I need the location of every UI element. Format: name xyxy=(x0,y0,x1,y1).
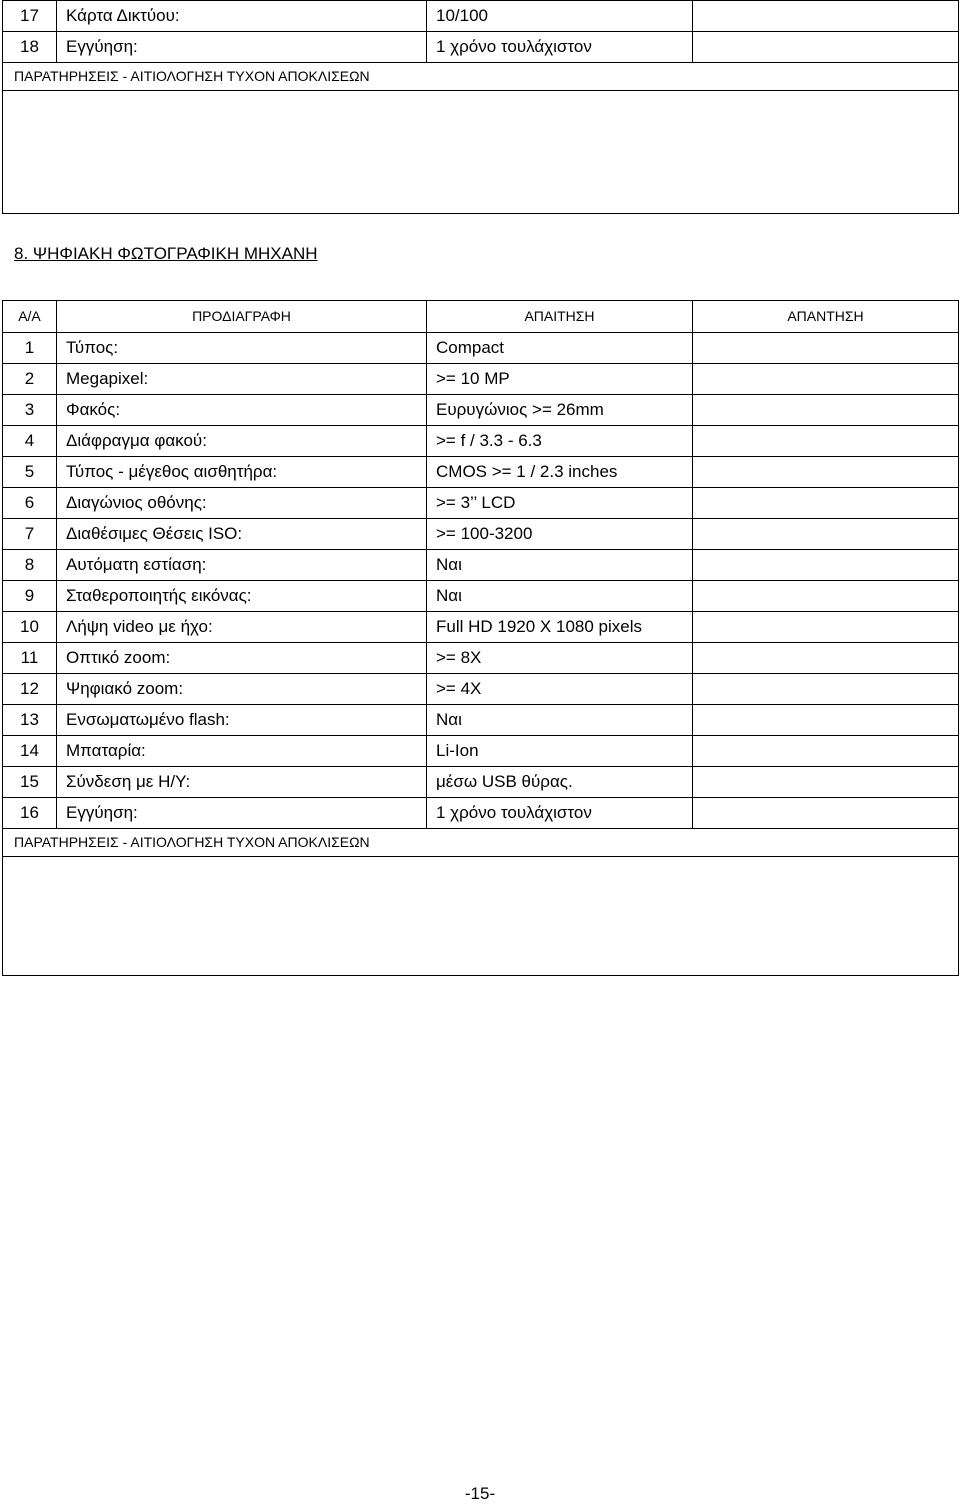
answer-cell[interactable] xyxy=(693,643,959,674)
header-spec: ΠΡΟΔΙΑΓΡΑΦΗ xyxy=(57,301,427,333)
answer-cell[interactable] xyxy=(693,612,959,643)
row-number: 5 xyxy=(3,457,57,488)
requirement-cell: μέσω USB θύρας. xyxy=(427,767,693,798)
table-row xyxy=(3,364,959,395)
row-number: 17 xyxy=(3,1,57,32)
spec-cell: Τύπος: xyxy=(57,333,427,364)
row-number: 7 xyxy=(3,519,57,550)
answer-cell[interactable] xyxy=(693,1,959,32)
row-number: 16 xyxy=(3,798,57,829)
top-table-body xyxy=(3,1,959,63)
requirement-cell: 1 χρόνο τουλάχιστον xyxy=(427,32,693,63)
table-row xyxy=(3,333,959,364)
table-row xyxy=(3,488,959,519)
header-answer: ΑΠΑΝΤΗΣΗ xyxy=(693,301,959,333)
requirement-cell: 10/100 xyxy=(427,1,693,32)
answer-cell[interactable] xyxy=(693,767,959,798)
row-number: 8 xyxy=(3,550,57,581)
table-row xyxy=(3,581,959,612)
camera-table-body xyxy=(3,333,959,829)
spec-cell: Διάφραγμα φακού: xyxy=(57,426,427,457)
remarks-label: ΠΑΡΑΤΗΡΗΣΕΙΣ - ΑΙΤΙΟΛΟΓΗΣΗ ΤΥΧΟΝ ΑΠΟΚΛΙΣΕΩΝ xyxy=(3,63,959,91)
requirement-cell: Full HD 1920 X 1080 pixels xyxy=(427,612,693,643)
requirement-cell: Ναι xyxy=(427,705,693,736)
spec-cell: Λήψη video με ήχο: xyxy=(57,612,427,643)
answer-cell[interactable] xyxy=(693,519,959,550)
spec-cell: Κάρτα Δικτύου: xyxy=(57,1,427,32)
row-number: 6 xyxy=(3,488,57,519)
row-number: 4 xyxy=(3,426,57,457)
requirement-cell: >= 100-3200 xyxy=(427,519,693,550)
answer-cell[interactable] xyxy=(693,736,959,767)
section-title: 8. ΨΗΦΙΑΚΗ ΦΩΤΟΓΡΑΦΙΚΗ ΜΗΧΑΝΗ xyxy=(14,244,318,263)
spec-cell: Οπτικό zoom: xyxy=(57,643,427,674)
table-row xyxy=(3,736,959,767)
row-number: 9 xyxy=(3,581,57,612)
row-number: 10 xyxy=(3,612,57,643)
row-number: 2 xyxy=(3,364,57,395)
answer-cell[interactable] xyxy=(693,550,959,581)
spec-cell: Μπαταρία: xyxy=(57,736,427,767)
table-header-row xyxy=(3,301,959,333)
spec-cell: Φακός: xyxy=(57,395,427,426)
table-row xyxy=(3,32,959,63)
spec-cell: Εγγύηση: xyxy=(57,32,427,63)
requirement-cell: Li-Ion xyxy=(427,736,693,767)
table-row xyxy=(3,519,959,550)
page-number: -15- xyxy=(464,1484,496,1503)
row-number: 18 xyxy=(3,32,57,63)
spec-cell: Megapixel: xyxy=(57,364,427,395)
spec-cell: Τύπος - μέγεθος αισθητήρα: xyxy=(57,457,427,488)
spec-cell: Διαθέσιμες Θέσεις ISO: xyxy=(57,519,427,550)
network-card-spec-table xyxy=(2,0,959,214)
requirement-cell: >= 3’’ LCD xyxy=(427,488,693,519)
table-row xyxy=(3,457,959,488)
requirement-cell: Ναι xyxy=(427,550,693,581)
spec-cell: Εγγύηση: xyxy=(57,798,427,829)
camera-spec-table xyxy=(2,300,959,976)
answer-cell[interactable] xyxy=(693,457,959,488)
row-number: 15 xyxy=(3,767,57,798)
answer-cell[interactable] xyxy=(693,581,959,612)
requirement-cell: Compact xyxy=(427,333,693,364)
row-number: 12 xyxy=(3,674,57,705)
spec-cell: Ενσωματωμένο flash: xyxy=(57,705,427,736)
row-number: 11 xyxy=(3,643,57,674)
table-row xyxy=(3,705,959,736)
remarks-label: ΠΑΡΑΤΗΡΗΣΕΙΣ - ΑΙΤΙΟΛΟΓΗΣΗ ΤΥΧΟΝ ΑΠΟΚΛΙΣΕΩΝ xyxy=(3,829,959,857)
answer-cell[interactable] xyxy=(693,395,959,426)
header-num: Α/Α xyxy=(3,301,57,333)
row-number: 1 xyxy=(3,333,57,364)
table-row xyxy=(3,798,959,829)
table-row xyxy=(3,550,959,581)
table-row xyxy=(3,612,959,643)
spec-cell: Σύνδεση με Η/Υ: xyxy=(57,767,427,798)
answer-cell[interactable] xyxy=(693,32,959,63)
answer-cell[interactable] xyxy=(693,705,959,736)
spec-cell: Αυτόματη εστίαση: xyxy=(57,550,427,581)
table-row xyxy=(3,426,959,457)
table-row xyxy=(3,395,959,426)
answer-cell[interactable] xyxy=(693,426,959,457)
requirement-cell: >= 10 MP xyxy=(427,364,693,395)
table-row xyxy=(3,1,959,32)
row-number: 3 xyxy=(3,395,57,426)
row-number: 14 xyxy=(3,736,57,767)
requirement-cell: Ευρυγώνιος >= 26mm xyxy=(427,395,693,426)
requirement-cell: >= f / 3.3 - 6.3 xyxy=(427,426,693,457)
spec-cell: Σταθεροποιητής εικόνας: xyxy=(57,581,427,612)
answer-cell[interactable] xyxy=(693,333,959,364)
spec-cell: Ψηφιακό zoom: xyxy=(57,674,427,705)
spec-cell: Διαγώνιος οθόνης: xyxy=(57,488,427,519)
requirement-cell: >= 4X xyxy=(427,674,693,705)
requirement-cell: Ναι xyxy=(427,581,693,612)
row-number: 13 xyxy=(3,705,57,736)
table-row xyxy=(3,767,959,798)
requirement-cell: 1 χρόνο τουλάχιστον xyxy=(427,798,693,829)
remarks-area[interactable] xyxy=(3,857,959,976)
table-row xyxy=(3,674,959,705)
header-requirement: ΑΠΑΙΤΗΣΗ xyxy=(427,301,693,333)
answer-cell[interactable] xyxy=(693,798,959,829)
requirement-cell: >= 8X xyxy=(427,643,693,674)
remarks-area[interactable] xyxy=(3,91,959,214)
answer-cell[interactable] xyxy=(693,674,959,705)
answer-cell[interactable] xyxy=(693,488,959,519)
table-row xyxy=(3,643,959,674)
answer-cell[interactable] xyxy=(693,364,959,395)
requirement-cell: CMOS >= 1 / 2.3 inches xyxy=(427,457,693,488)
